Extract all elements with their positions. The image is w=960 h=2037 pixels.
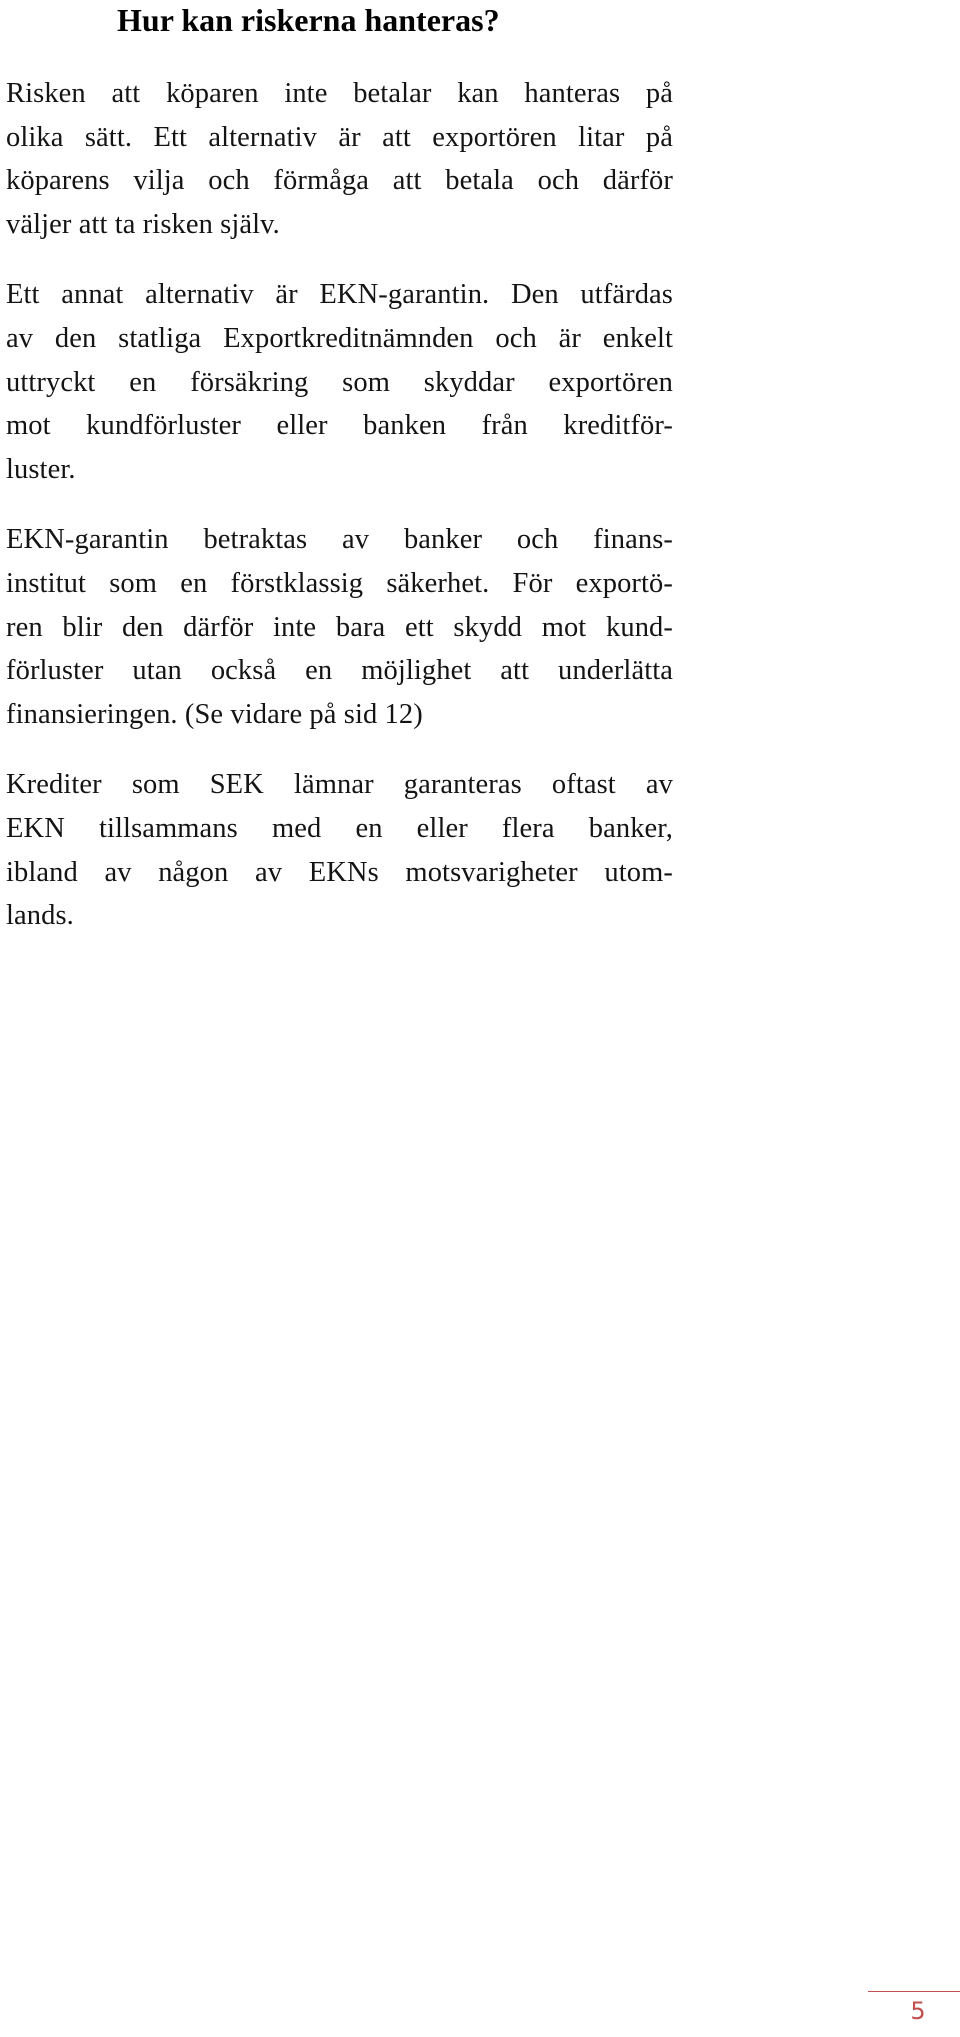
paragraph-sek-credits [6,763,673,937]
text-line: mot kundförluster eller banken från kreditför- [6,410,673,442]
text-line: av den statliga Exportkreditnämnden och är enkelt [6,322,673,354]
text-line: Ett annat alternativ är EKN-garantin. Den utfärdas [6,279,673,311]
text-line: Risken att köparen inte betalar kan hanteras på [6,78,673,109]
text-line: finansieringen. (Se vidare på sid 12) [6,698,423,730]
text-line: Krediter som SEK lämnar garanteras oftast av [6,769,673,801]
text-line: uttryckt en försäkring som skyddar exportören [6,366,673,398]
paragraph-risk-handling [6,72,673,246]
text-line: ren blir den därför inte bara ett skydd mot kund- [6,611,673,643]
text-line: olika sätt. Ett alternativ är att exportören litar på [6,121,673,153]
paragraph-ekn-security [6,518,673,736]
text-line: ibland av någon av EKNs motsvarigheter utom- [6,856,673,888]
footer-divider [868,1991,960,1992]
text-line: institut som en förstklassig säkerhet. För exportö- [6,567,673,599]
page-number: 5 [910,1997,926,2025]
page-title: Hur kan riskerna hanteras? [117,2,500,38]
paragraph-ekn-guarantee [6,273,673,491]
text-line: köparens vilja och förmåga att betala och därför [6,165,673,197]
text-line: luster. [6,453,76,485]
text-line: lands. [6,900,74,932]
article-body [6,72,673,965]
text-line: väljer att ta risken själv. [6,208,280,240]
text-line: EKN tillsammans med en eller flera banker, [6,812,673,844]
text-line: förluster utan också en möjlighet att underlätta [6,655,673,687]
text-line: EKN-garantin betraktas av banker och finans- [6,524,673,556]
